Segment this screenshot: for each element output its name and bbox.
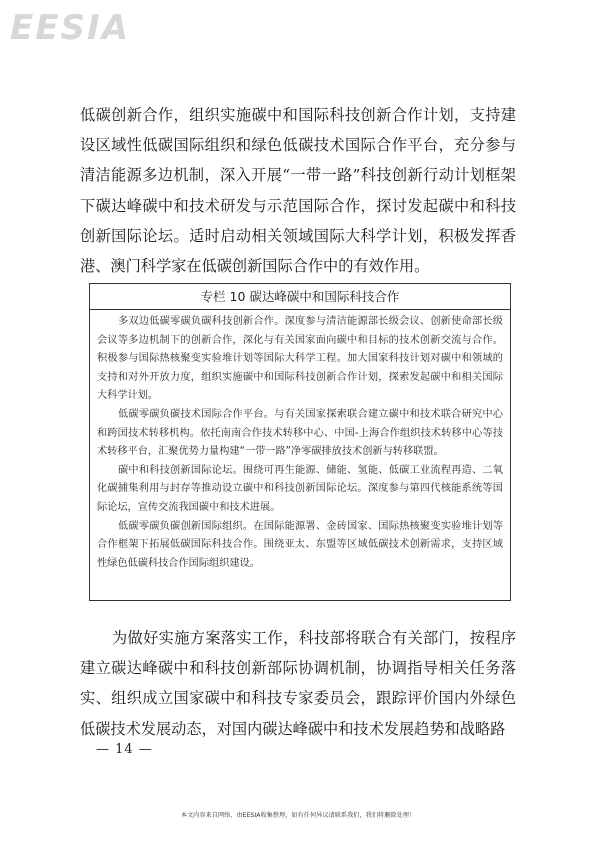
- body-paragraph-bottom: 为做好实施方案落实工作，科技部将联合有关部门，按程序建立碳达峰碳中和科技创新部际协调机制，协调指导相关任务落实、组织成立国家碳中和科技专家委员会，跟踪评价国内外绿色低碳技术发展动态，对国内碳达峰碳中和技术发展趋势和战略路: [80, 629, 516, 738]
- column-item: 多双边低碳零碳负碳科技创新合作。深度参与清洁能源部长级会议、创新使命部长级会议等多边机制下的创新合作，深化与有关国家面向碳中和目标的技术创新交流与合作。积极参与国际热核聚变实验堆计划等国际大科学工程。加大国家科技计划对碳中和领域的支持和对外开放力度，组织实施碳中和国际科技创新合作计划，探索发起碳中和相关国际大科学计划。: [97, 316, 503, 402]
- column-item: 碳中和科技创新国际论坛。围绕可再生能源、储能、氢能、低碳工业流程再造、二氧化碳捕集利用与封存等推动设立碳中和科技创新国际论坛。深度参与第四代核能系统等国际论坛，宣传交流我国碳中和技术进展。: [97, 464, 503, 513]
- body-paragraph-top: 低碳创新合作，组织实施碳中和国际科技创新合作计划，支持建设区域性低碳国际组织和绿色低碳技术国际合作平台，充分参与清洁能源多边机制，深入开展“一带一路”科技创新行动计划框架下碳达峰碳中和技术研发与示范国际合作，探讨发起碳中和科技创新国际论坛。适时启动相关领域国际大科学计划，积极发挥香港、澳门科学家在低碳创新国际合作中的有效作用。: [80, 106, 516, 276]
- column-item: 低碳零碳负碳创新国际组织。在国际能源署、金砖国家、国际热核聚变实验堆计划等合作框架下拓展低碳国际科技合作。围绕亚太、东盟等区域低碳技术创新需求，支持区域性绿色低碳科技合作国际组织建设。: [97, 520, 503, 569]
- eesia-logo: EESIA: [10, 8, 130, 48]
- column-box-body: [90, 310, 510, 573]
- page-number: — 14 —: [96, 742, 153, 757]
- column-box-title: 专栏 10 碳达峰碳中和国际科技合作: [90, 284, 510, 310]
- column-box: [89, 283, 511, 601]
- column-item: 低碳零碳负碳技术国际合作平台。与有关国家探索联合建立碳中和技术联合研究中心和跨国技术转移机构。依托南南合作技术转移中心、中国-上海合作组织技术转移中心等技术转移平台，汇聚优势力量构建“一带一路”净零碳排放技术创新与转移联盟。: [97, 408, 503, 458]
- footer-disclaimer: 本文内容来自网络，由EESIA收集整理，如有任何异议请联系我们，我们将删除处理！: [180, 812, 416, 819]
